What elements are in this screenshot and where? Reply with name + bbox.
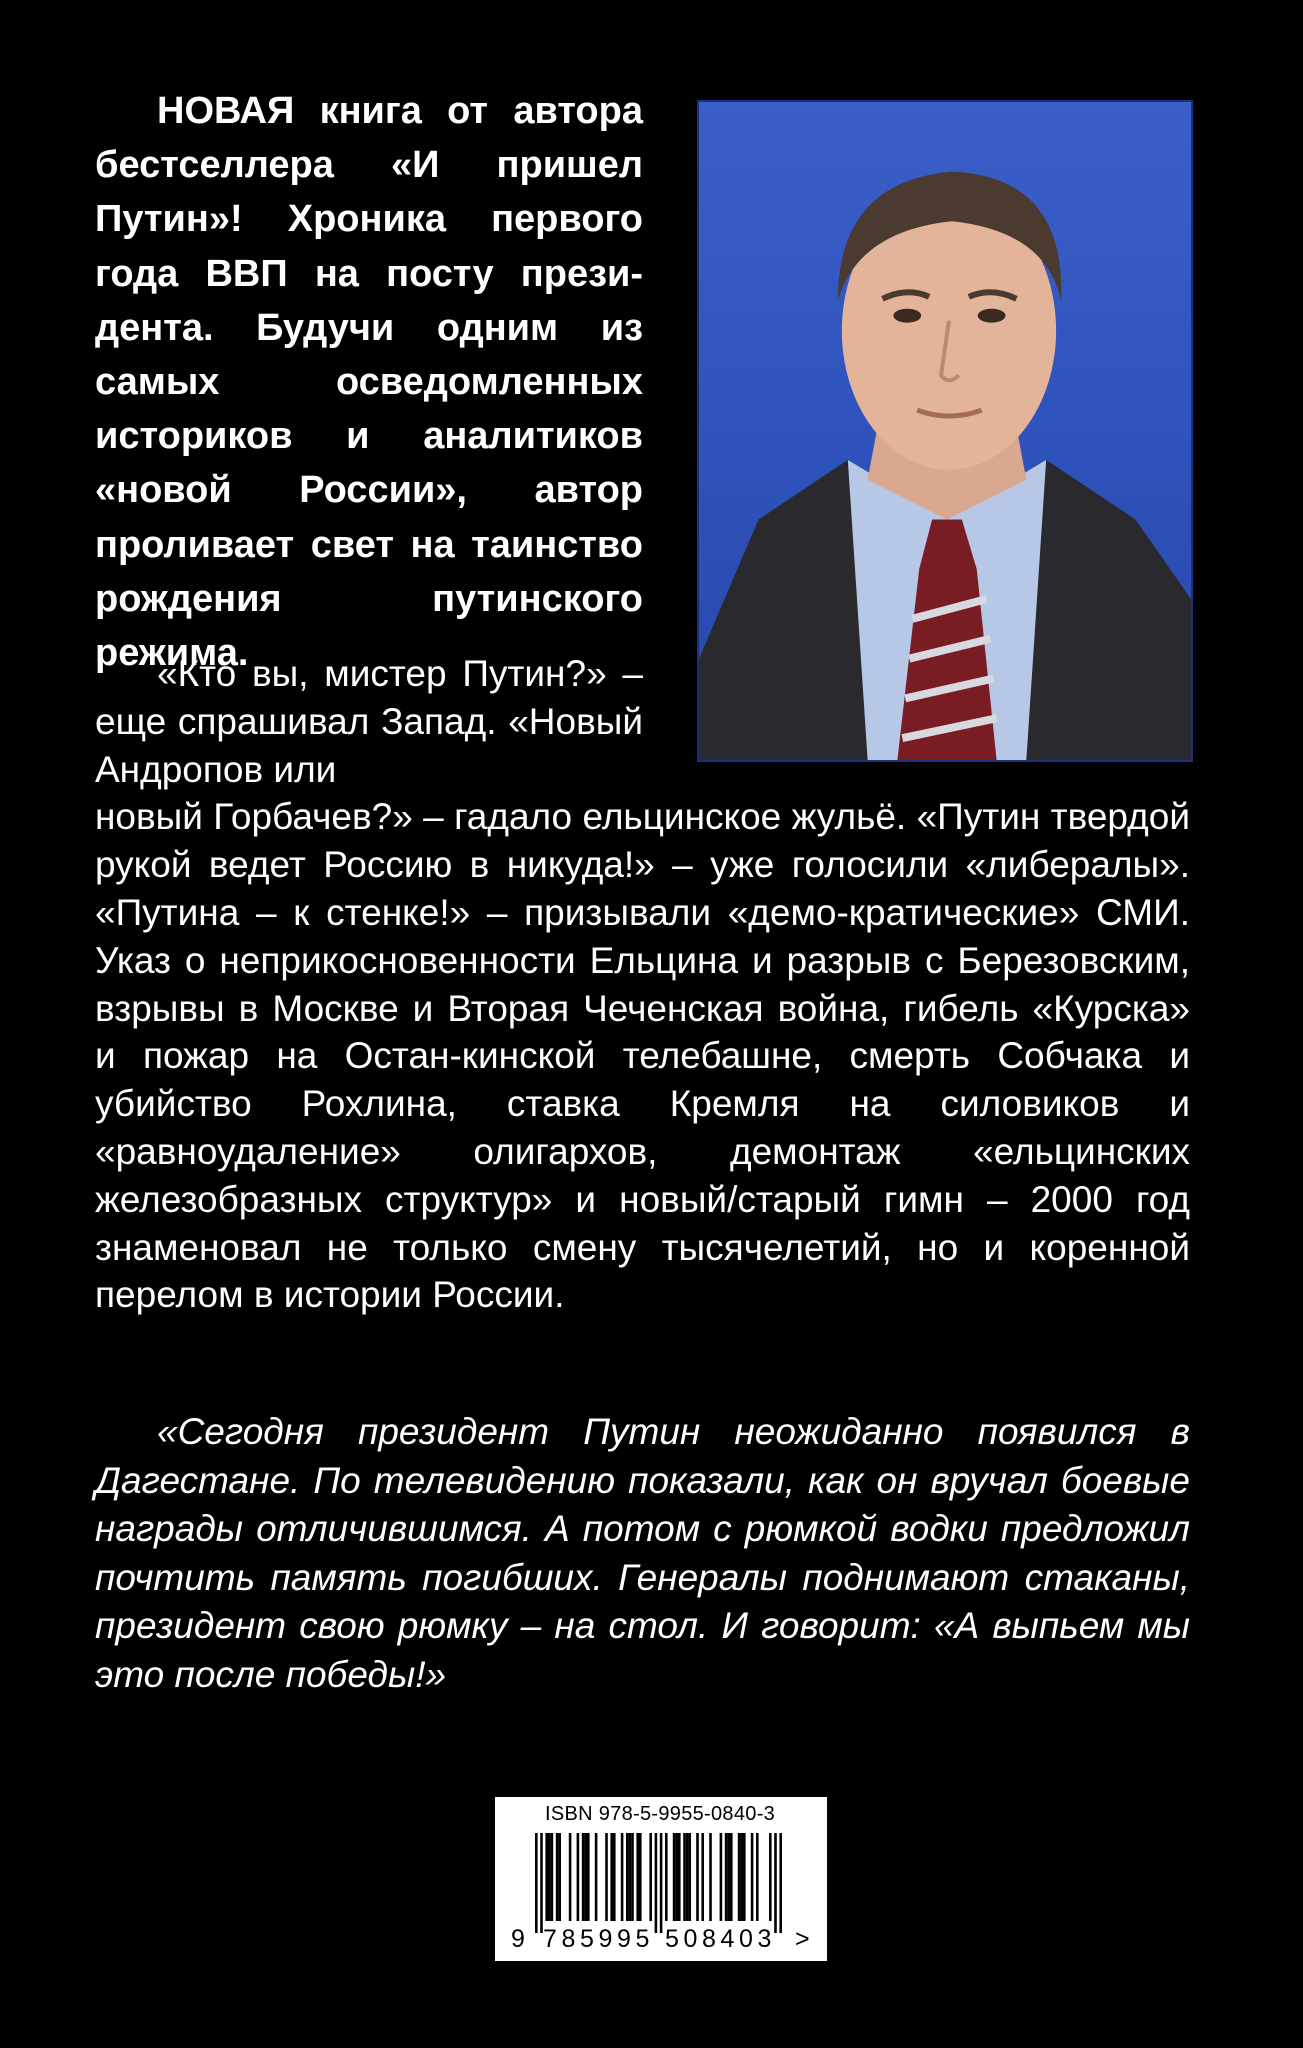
- barcode-bar: [720, 1833, 723, 1921]
- quote-text: «Сегодня президент Путин неожиданно появился в Дагестане. По телевидению показали, как он вручал боевые награды отличившимся. А потом с рюмкой водки предложил почтить память погибших. Генералы поднимают стаканы, президент свою рюмку – на стол. И говорит: «А выпьем мы это после победы!»: [95, 1411, 1190, 1695]
- barcode-bar: [605, 1833, 608, 1921]
- lead-text: НОВАЯ книга от автора бестселлера «И пришел Путин»! Хроника первого года ВВП на посту прези-дента. Будучи одним из самых осведомленных историков и аналитиков «новой России», автор проливает свет на таинство рождения путинского режима.: [95, 90, 643, 675]
- barcode-bar: [701, 1833, 704, 1921]
- barcode-bar: [709, 1833, 712, 1921]
- quote-paragraph: [95, 1408, 1190, 1699]
- barcode-bar: [556, 1833, 559, 1921]
- barcode-bar: [639, 1833, 642, 1921]
- barcode-bar: [725, 1833, 728, 1921]
- barcode-bar: [545, 1833, 548, 1921]
- barcode-bar: [743, 1833, 746, 1921]
- barcode-bar: [769, 1833, 772, 1921]
- barcode-bar: [636, 1833, 639, 1921]
- barcode-bar: [631, 1833, 634, 1921]
- barcode-bar: [727, 1833, 730, 1921]
- barcode-bar: [756, 1833, 759, 1921]
- barcode-digits-left: 785995: [543, 1925, 655, 1953]
- barcode-bar: [665, 1833, 668, 1921]
- barcode-bar: [577, 1833, 580, 1921]
- body-text-wide: новый Горбачев?» – гадало ельцинское жульё. «Путин твердой рукой ведет Россию в никуда!» – уже голосили «либералы». «Путина – к стенке!» – призывали «демо-кратические» СМИ. Указ о неприкосновенности Ельцина и разрыв с Березовским, взрывы в Москве и Вторая Чеченская война, гибель «Курска» и пожар на Остан-кинской телебашне, смерть Собчака и убийство Рохлина, ставка Кремля на силовиков и «равноудаление» олигархов, демонтаж «ельцинских железобразных структур» и новый/старый гимн – 2000 год знаменовал не только смену тысячелетий, но и коренной перелом в истории России.: [95, 796, 1190, 1316]
- barcode-bar: [613, 1833, 616, 1921]
- body-text-narrow: [95, 650, 643, 793]
- barcode-bar: [595, 1833, 598, 1921]
- barcode-bar: [675, 1833, 678, 1921]
- barcode-bar: [779, 1833, 782, 1933]
- barcode-bar: [584, 1833, 587, 1921]
- lead-paragraph: [95, 84, 643, 680]
- barcode-bar: [551, 1833, 554, 1921]
- barcode-bar: [535, 1833, 538, 1933]
- barcode-digits: [495, 1925, 827, 1955]
- barcode-bar: [696, 1833, 699, 1921]
- barcode-bar: [688, 1833, 691, 1921]
- barcode-bar: [655, 1833, 658, 1933]
- body-text-narrow-content: «Кто вы, мистер Путин?» – еще спрашивал Запад. «Новый Андропов или: [95, 653, 643, 790]
- barcode-bar: [774, 1833, 777, 1933]
- barcode-bar: [626, 1833, 629, 1921]
- barcode-bar: [621, 1833, 624, 1921]
- barcode-bar: [610, 1833, 613, 1921]
- barcode-bar: [683, 1833, 686, 1921]
- barcode-bar: [569, 1833, 572, 1921]
- barcode-bar: [540, 1833, 543, 1933]
- barcode-end-mark: >: [795, 1925, 810, 1953]
- barcode-bar: [629, 1833, 632, 1921]
- barcode-bar: [548, 1833, 551, 1921]
- barcode-digits-right: 508403: [665, 1925, 777, 1953]
- barcode-bar: [738, 1833, 741, 1921]
- barcode-bar: [649, 1833, 652, 1921]
- body-paragraph: [95, 650, 1190, 1319]
- barcode-bar: [730, 1833, 733, 1921]
- barcode-bar: [686, 1833, 689, 1921]
- barcode-digit-first: 9: [511, 1925, 525, 1953]
- barcode-bar: [751, 1833, 754, 1921]
- isbn-label: ISBN 978-5-9955-0840-3: [545, 1803, 776, 1825]
- barcode-bar: [673, 1833, 676, 1921]
- barcode-bar: [660, 1833, 663, 1933]
- barcode-bar: [740, 1833, 743, 1921]
- barcode-bar: [678, 1833, 681, 1921]
- barcode-bar: [587, 1833, 590, 1921]
- isbn-barcode: [495, 1797, 827, 1961]
- barcode-bar: [558, 1833, 561, 1921]
- barcode-bar: [582, 1833, 585, 1921]
